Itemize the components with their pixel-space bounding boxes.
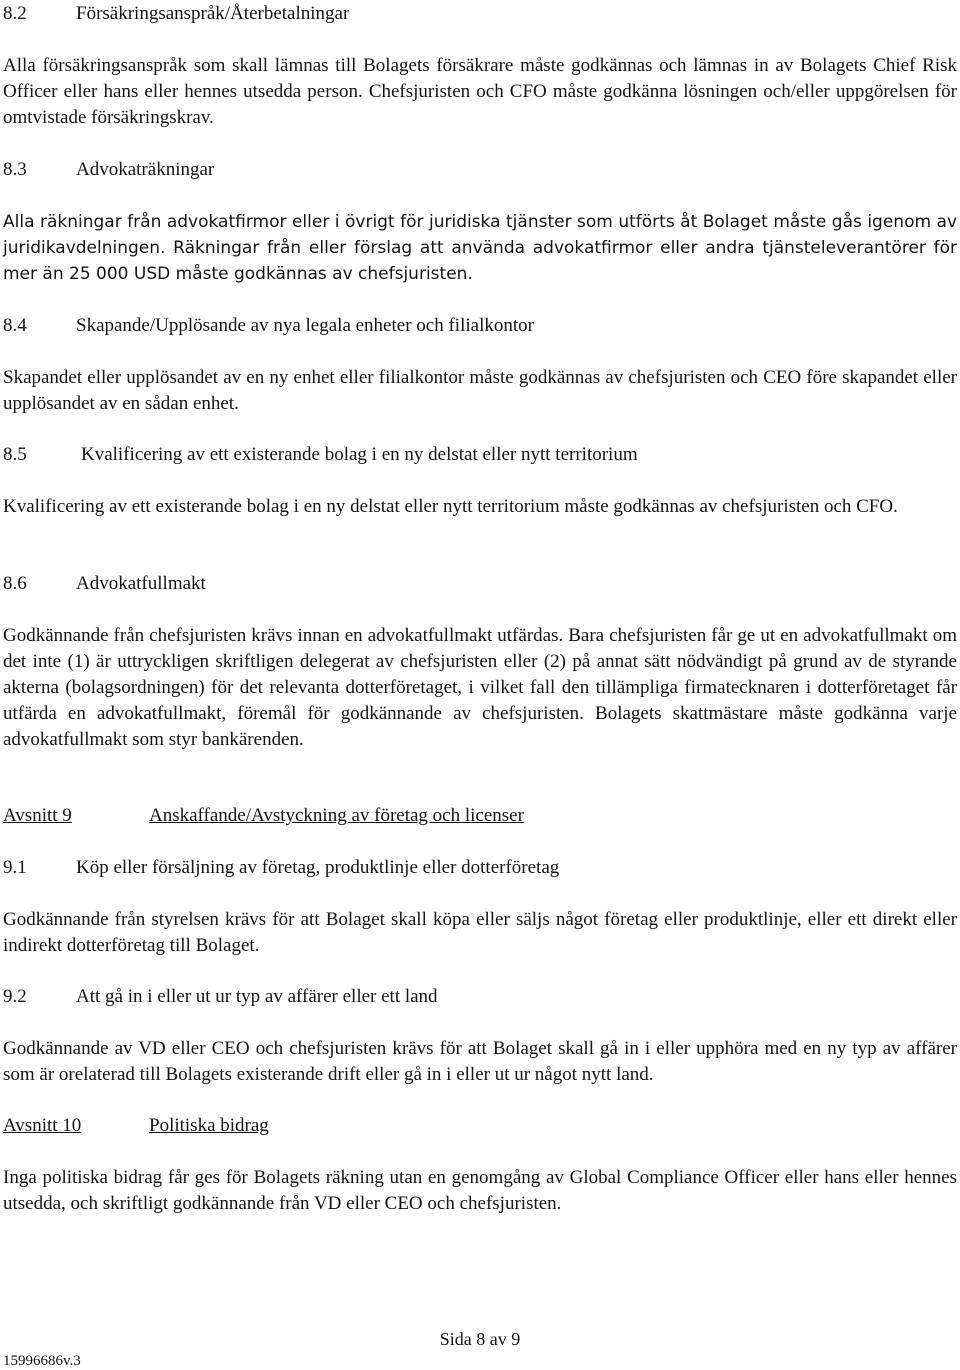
chapter-title: Anskaffande/Avstyckning av företag och licenser <box>149 805 524 826</box>
section-8-2-heading <box>3 1 957 27</box>
chapter-number: Avsnitt 10 <box>3 1115 82 1136</box>
section-title: Advokatfullmakt <box>76 573 206 594</box>
section-title: Skapande/Upplösande av nya legala enheter och filialkontor <box>76 315 534 336</box>
avsnitt-9-heading <box>3 803 957 829</box>
chapter-number: Avsnitt 9 <box>3 805 72 826</box>
section-8-6-body: Godkännande från chefsjuristen krävs innan en advokatfullmakt utfärdas. Bara chefsjuristen får ge ut en advokatfullmakt om det inte (1) är uttryckligen skriftligen delegerat av chefsjuristen eller (2) på annat sätt nödvändigt på grund av de styrande akterna (bolagsordningen) för det relevanta dotterföretaget, i vilket fall den tillämpliga firmatecknaren i dotterföretaget får utfärda en advokatfullmakt, föremål för godkännande av chefsjuristen. Bolagets skattmästare måste godkänna varje advokatfullmakt som styr bankärenden. <box>3 625 957 750</box>
section-title: Kvalificering av ett existerande bolag i en ny delstat eller nytt territorium <box>81 444 638 465</box>
section-8-3-heading <box>3 157 957 183</box>
section-9-1-heading <box>3 855 957 881</box>
section-title: Köp eller försäljning av företag, produktlinje eller dotterföretag <box>76 857 560 878</box>
avsnitt-10-heading <box>3 1113 957 1139</box>
section-title: Försäkringsanspråk/Återbetalningar <box>76 3 350 24</box>
section-number: 8.5 <box>3 444 27 465</box>
section-9-1-body: Godkännande från styrelsen krävs för att Bolaget skall köpa eller säljs något företag eller produktlinje, eller ett direkt eller indirekt dotterföretag till Bolaget. <box>3 909 957 956</box>
section-number: 8.6 <box>3 573 27 594</box>
section-9-2-heading <box>3 984 957 1010</box>
page-number: Sida 8 av 9 <box>439 1329 521 1349</box>
section-8-2-body: Alla försäkringsanspråk som skall lämnas till Bolagets försäkrare måste godkännas och lämnas in av Bolagets Chief Risk Officer eller hans eller hennes utsedda person. Chefsjuristen och CFO måste godkänna lösningen och/eller uppgörelsen för omtvistade försäkringskrav. <box>3 55 957 128</box>
section-8-3-body: Alla räkningar från advokatfirmor eller i övrigt för juridiska tjänster som utförts åt Bolaget måste gås igenom av juridikavdelningen. Räkningar från eller förslag att använda advokatfirmor eller andra tjänsteleverantörer för mer än 25 000 USD måste godkännas av chefsjuristen. <box>3 212 957 284</box>
section-8-4-heading <box>3 313 957 339</box>
avsnitt-10-body: Inga politiska bidrag får ges för Bolagets räkning utan en genomgång av Global Compliance Officer eller hans eller hennes utsedda, och skriftligt godkännande från VD eller CEO och chefsjuristen. <box>3 1167 957 1214</box>
section-8-5-heading <box>3 442 957 468</box>
document-id: 15996686v.3 <box>3 1353 81 1369</box>
section-title: Advokaträkningar <box>76 159 215 180</box>
section-number: 9.2 <box>3 986 27 1007</box>
section-number: 8.3 <box>3 159 27 180</box>
section-number: 8.2 <box>3 3 27 24</box>
chapter-title: Politiska bidrag <box>149 1115 269 1136</box>
section-9-2-body: Godkännande av VD eller CEO och chefsjuristen krävs för att Bolaget skall gå in i eller upphöra med en ny typ av affärer som är orelaterad till Bolagets existerande drift eller gå in i eller ut ur något nytt land. <box>3 1038 957 1085</box>
section-title: Att gå in i eller ut ur typ av affärer eller ett land <box>76 986 438 1007</box>
section-8-6-heading <box>3 571 957 597</box>
section-8-5-body: Kvalificering av ett existerande bolag i en ny delstat eller nytt territorium måste godkännas av chefsjuristen och CFO. <box>3 496 898 517</box>
section-number: 9.1 <box>3 857 27 878</box>
section-8-4-body: Skapandet eller upplösandet av en ny enhet eller filialkontor måste godkännas av chefsjuristen och CEO före skapandet eller upplösandet av en sådan enhet. <box>3 367 957 414</box>
section-number: 8.4 <box>3 315 27 336</box>
